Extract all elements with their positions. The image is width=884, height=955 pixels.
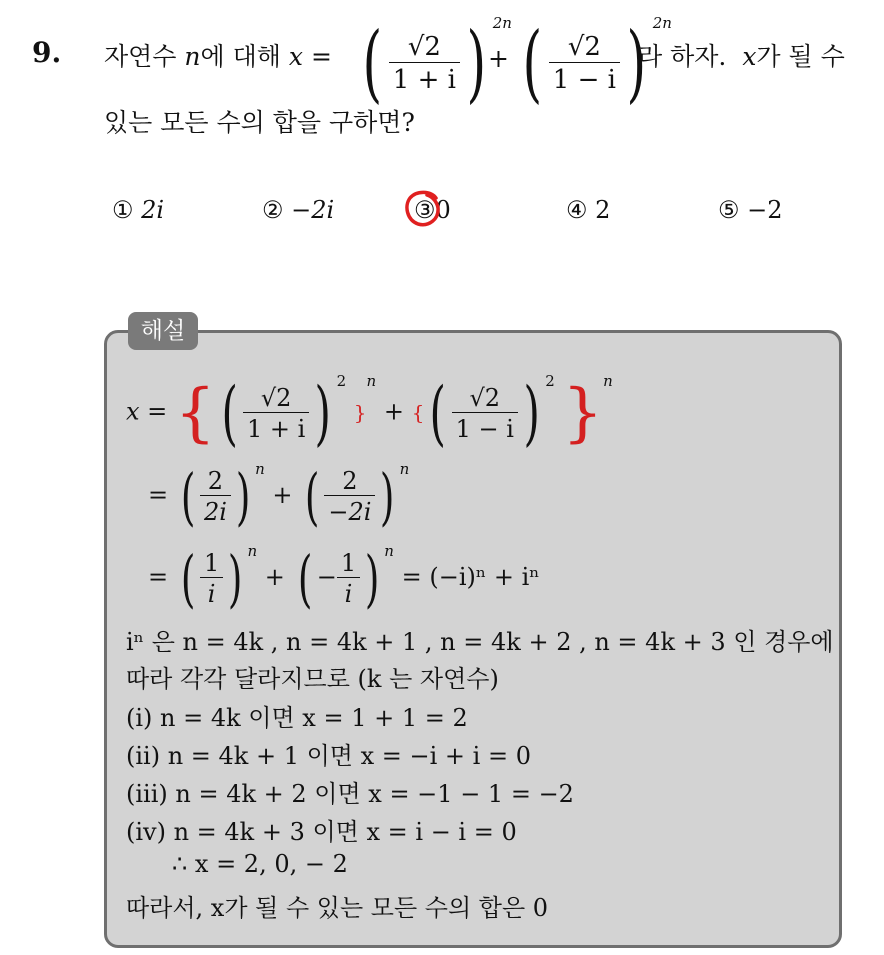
red-left-brace-small: { [411,400,425,425]
right-paren: ) [626,14,647,112]
numerator: √2 [260,383,292,412]
fraction-1-denominator: 1 + i [389,62,460,95]
choice-value: −2 [747,196,783,224]
var-x: x [288,42,303,71]
exponent-n: n [399,460,410,478]
numerator: √2 [469,383,501,412]
right-paren: ) [364,542,380,615]
equals-sign: = [148,563,169,591]
choice-4[interactable] [566,196,610,224]
left-paren: ( [522,14,543,112]
sol-fraction-4 [324,467,375,526]
question-number: 9. [32,36,62,69]
solution-line-2 [148,460,409,533]
minus-sign: − [316,563,337,591]
answer-circle-icon [403,188,443,228]
choice-value: −2i [291,196,335,224]
denominator: i [200,577,223,608]
solution-line-7: (ii) n = 4k + 1 이면 x = −i + i = 0 [126,742,531,770]
exponent-n: n [603,372,613,390]
left-paren: ( [221,372,238,454]
solution-line-10: ∴ x = 2, 0, − 2 [172,850,348,878]
choice-5[interactable] [718,196,783,224]
choice-mark: ③ [414,196,436,224]
left-paren: ( [180,460,196,533]
solution-line-9: (iv) n = 4k + 3 이면 x = i − i = 0 [126,818,517,846]
sol-fraction-5 [200,549,223,608]
sol-fraction-1 [243,384,309,443]
solution-line-5: 따라 각각 달라지므로 (k 는 자연수) [126,665,499,693]
fraction-2 [549,32,620,95]
denominator: −2i [324,495,375,526]
left-paren: ( [429,372,447,454]
solution-line-1 [126,372,613,454]
exponent: 2 [336,372,347,390]
solution-line-11: 따라서, x가 될 수 있는 모든 수의 합은 0 [126,894,549,922]
numerator: 1 [340,549,357,577]
choice-value: 0 [435,196,451,224]
red-right-brace: } [562,376,604,450]
denominator: 1 + i [243,412,309,443]
equals-sign: = [148,481,169,509]
plus-sign: + [488,44,509,73]
choice-2[interactable] [262,196,334,224]
sol-fraction-6 [337,549,360,608]
solution-line-3 [148,542,540,615]
exponent-n: n [255,460,265,478]
right-paren: ) [523,372,540,454]
right-paren: ) [235,460,251,533]
left-paren: ( [297,542,312,615]
text: x = [126,397,168,426]
exponent-n: n [384,542,394,560]
red-right-brace-small: } [353,400,367,425]
question-line2: 있는 모든 수의 합을 구하면? [104,108,415,137]
sol-fraction-3 [200,467,231,526]
denominator: i [337,577,360,608]
left-paren: ( [180,542,196,615]
right-paren: ) [380,460,395,533]
var-n: n [184,42,201,71]
exponent-1: 2n [492,14,512,32]
choice-value: 2 [595,196,611,224]
text: 라 하자. [638,42,727,71]
right-hand-side: = (−i)ⁿ + iⁿ [401,563,540,591]
choice-1[interactable] [112,196,164,224]
choice-mark: ① [112,196,134,224]
left-paren: ( [362,14,383,112]
choice-mark: ⑤ [718,196,740,224]
question-line1-suffix [638,44,845,69]
text: 자연수 [104,42,177,71]
denominator: 2i [200,495,231,526]
right-paren: ) [314,372,332,454]
right-paren: ) [466,14,487,112]
fraction-1-numerator: √2 [407,31,441,62]
solution-tag: 해설 [128,312,198,350]
fraction-2-denominator: 1 − i [549,62,620,95]
exponent-2: 2n [652,14,672,32]
question-line1-prefix [104,44,332,69]
solution-line-6: (i) n = 4k 이면 x = 1 + 1 = 2 [126,704,468,732]
numerator: 2 [342,467,358,495]
exponent-n: n [247,542,258,560]
numerator: 1 [203,549,220,577]
exponent: 2 [545,372,555,390]
solution-line-4: iⁿ 은 n = 4k , n = 4k + 1 , n = 4k + 2 , n = 4k + 3 인 경우에 [126,628,834,656]
fraction-2-numerator: √2 [567,31,601,62]
exponent-n: n [366,372,377,390]
var-x: x [742,42,757,71]
sol-fraction-2 [452,384,518,443]
choice-value: 2i [141,196,165,224]
choice-mark: ④ [566,196,588,224]
left-paren: ( [305,460,320,533]
plus-sign: + [264,563,285,591]
denominator: 1 − i [452,412,518,443]
numerator: 2 [207,467,224,495]
fraction-1 [389,32,460,95]
right-paren: ) [228,542,243,615]
text: 가 될 수 [756,42,845,71]
solution-line-8: (iii) n = 4k + 2 이면 x = −1 − 1 = −2 [126,780,574,808]
plus-sign: + [383,397,404,426]
choice-mark: ② [262,196,284,224]
equals-sign: = [310,42,332,71]
red-left-brace: { [174,376,216,450]
text: 에 대해 [200,42,281,71]
plus-sign: + [272,481,293,509]
